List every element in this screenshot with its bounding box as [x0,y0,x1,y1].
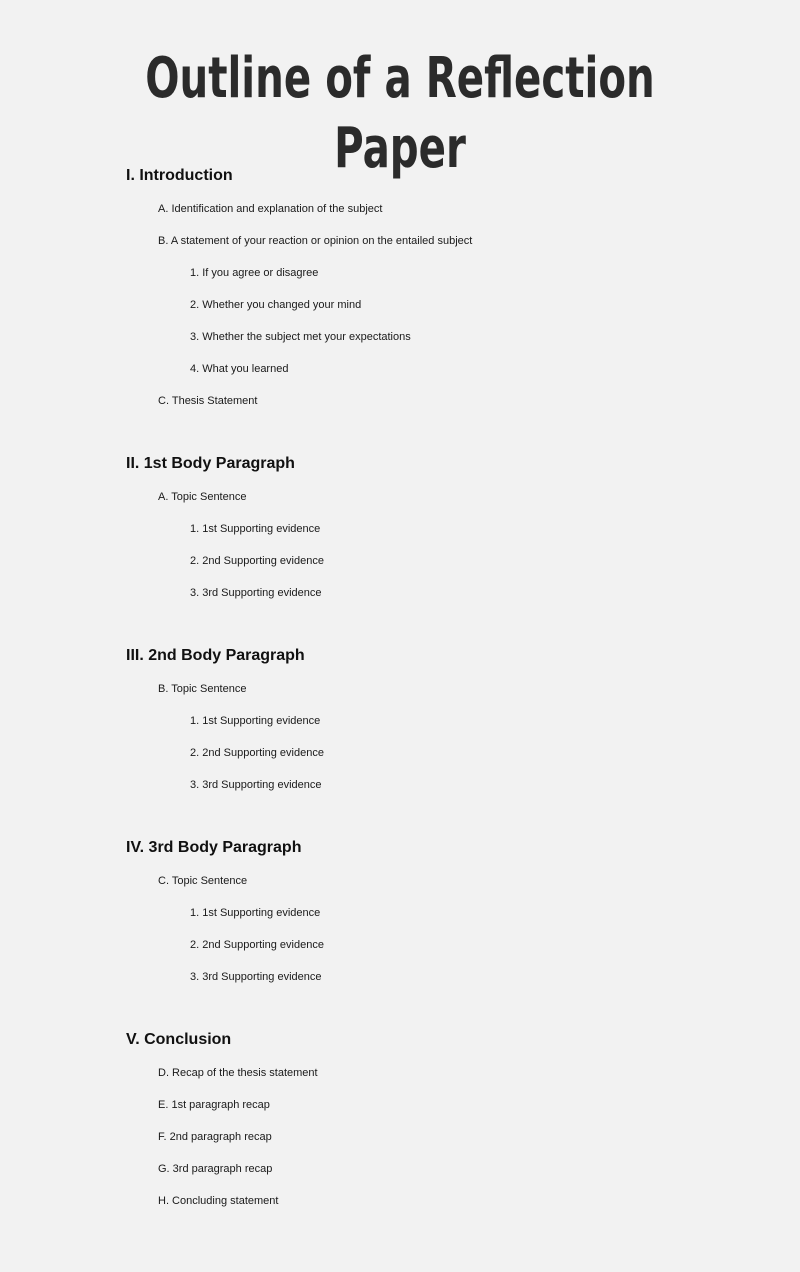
outline-subpoint: 1. 1st Supporting evidence [190,907,321,919]
outline-point: C. Thesis Statement [158,395,258,407]
outline-subpoint: 1. If you agree or disagree [190,267,319,279]
outline-subpoint: 1. 1st Supporting evidence [190,523,321,535]
outline-subpoint: 3. 3rd Supporting evidence [190,779,322,791]
outline-point: B. Topic Sentence [158,683,247,695]
section-heading: II. 1st Body Paragraph [126,455,295,472]
outline-point: F. 2nd paragraph recap [158,1131,272,1143]
outline-subpoint: 2. 2nd Supporting evidence [190,939,324,951]
section-heading: I. Introduction [126,167,233,184]
outline-point: G. 3rd paragraph recap [158,1163,273,1175]
section-heading: IV. 3rd Body Paragraph [126,839,302,856]
outline-subpoint: 3. Whether the subject met your expectations [190,331,411,343]
outline-subpoint: 4. What you learned [190,363,289,375]
outline-subpoint: 3. 3rd Supporting evidence [190,587,322,599]
outline-subpoint: 2. Whether you changed your mind [190,299,362,311]
outline-subpoint: 2. 2nd Supporting evidence [190,747,324,759]
outline-point: E. 1st paragraph recap [158,1099,270,1111]
outline-point: C. Topic Sentence [158,875,248,887]
outline-point: D. Recap of the thesis statement [158,1067,318,1079]
outline-subpoint: 3. 3rd Supporting evidence [190,971,322,983]
section-heading: V. Conclusion [126,1031,232,1048]
outline-point: B. A statement of your reaction or opinion on the entailed subject [158,235,473,247]
outline-point: H. Concluding statement [158,1195,279,1207]
page-title: Outline of a Reflection Paper [145,46,655,181]
outline-point: A. Identification and explanation of the subject [158,203,383,215]
outline-subpoint: 2. 2nd Supporting evidence [190,555,324,567]
section-heading: III. 2nd Body Paragraph [126,647,305,664]
outline-point: A. Topic Sentence [158,491,247,503]
outline-subpoint: 1. 1st Supporting evidence [190,715,321,727]
